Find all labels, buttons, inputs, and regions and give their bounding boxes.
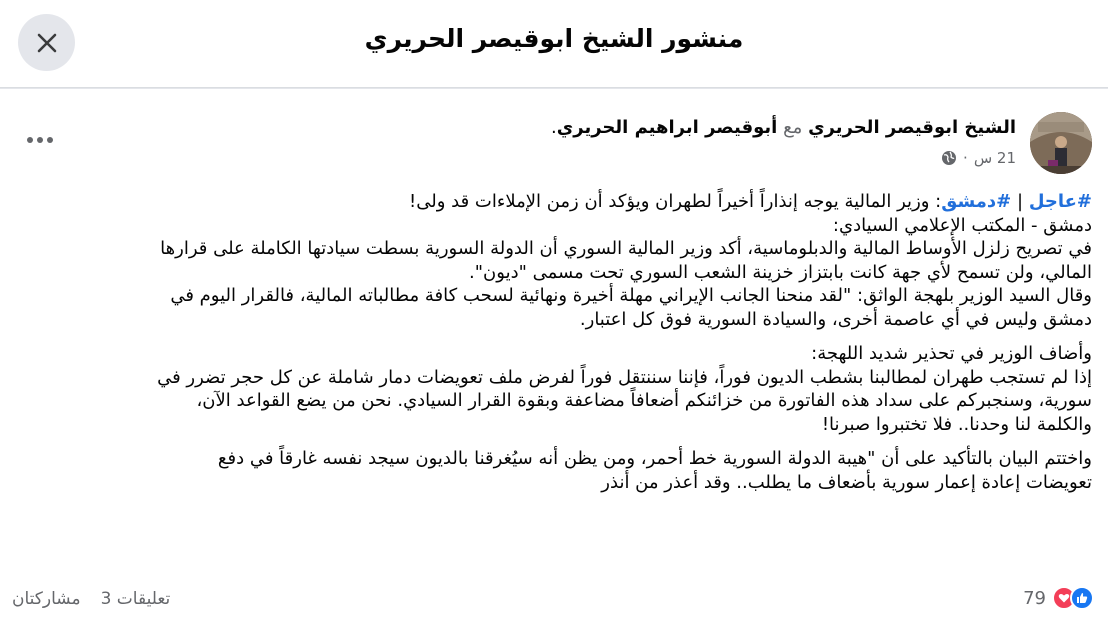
post-paragraph-1 [14,190,1092,331]
author-line: الشيخ ابوقيصر الحريري مع أبوقيصر ابراهيم الحريري. [551,117,1016,138]
dialog-header [0,0,1108,88]
post-text [14,190,1092,505]
reactions-summary[interactable] [1023,586,1094,610]
post-line: في تصريح زلزل الأوساط المالية والدبلوماسية، أكد وزير المالية السوري أن الدولة السورية بسطت سيادتها الكاملة على قرارها [160,238,1092,259]
tagged-name[interactable]: أبوقيصر ابراهيم الحريري [556,117,778,138]
post-line: دمشق وليس في أي عاصمة أخرى، والسيادة السورية فوق كل اعتبار. [579,308,1092,330]
reaction-icons [1052,586,1094,610]
post-stats [0,583,1108,619]
author-avatar[interactable] [1030,112,1092,174]
post-line: المالي، ولن تسمح لأي جهة كانت بابتزاز خزينة الشعب السوري تحت مسمى "ديون". [469,261,1092,283]
post-paragraph-3 [14,447,1092,494]
headline-text: : وزير المالية يوجه إنذاراً أخيراً لطهران ويؤكد أن زمن الإملاءات قد ولى! [409,191,942,212]
reactions-count: 79 [1023,587,1046,609]
hashtag-divider: | [1017,191,1024,212]
hashtag-damascus[interactable]: #دمشق [941,191,1012,212]
avatar-image [1030,112,1092,174]
with-text: مع [783,117,803,138]
more-options-button[interactable] [22,125,58,155]
more-icon [25,136,55,144]
post-time[interactable]: 21 س [973,149,1016,167]
post-line: إذا لم تستجب طهران لمطالبنا بشطب الديون فوراً، فإننا سننتقل فوراً لفرض ملف تعويضات دمار شاملة عن كل حجر تضرر في [157,366,1092,388]
like-icon [1070,586,1094,610]
post-meta [941,149,1016,167]
post-line: دمشق - المكتب الإعلامي السيادي: [832,214,1092,236]
engagement-counts [12,589,170,609]
comments-count[interactable]: 3 تعليقات [100,589,171,609]
post-card [0,88,1108,630]
post-line: وقال السيد الوزير بلهجة الواثق: "لقد منحنا الجانب الإيراني مهلة أخيرة ونهائية لسحب كافة مطالباته المالية، فالقرار اليوم في [170,285,1092,306]
shares-count[interactable]: مشاركتان [12,589,81,609]
dialog-title: منشور الشيخ ابوقيصر الحريري [364,24,744,53]
post-line: سورية، وسنجبركم على سداد هذه الفاتورة من خزائنكم أضعافاً مضاعفة وبقوة القرار السيادي. نحن من يضع القواعد الآن، [196,390,1092,411]
post-line: واختتم البيان بالتأكيد على أن "هيبة الدولة السورية خط أحمر، ومن يظن أنه سيُغرقنا بالديون سيجد نفسه غارقاً في دفع [217,448,1092,469]
post-line: وأضاف الوزير في تحذير شديد اللهجة: [811,343,1092,364]
post-line: والكلمة لنا وحدنا.. فلا تختبروا صبرنا! [821,413,1092,435]
headline-line [14,190,1092,214]
meta-separator: · [963,149,968,167]
post-line: تعويضات إعادة إعمار سورية بأضعاف ما يطلب.. وقد أعذر من أنذر [601,471,1092,493]
author-name[interactable]: الشيخ ابوقيصر الحريري [808,117,1016,138]
globe-icon [941,150,957,166]
hashtag-urgent[interactable]: #عاجل [1028,191,1092,212]
post-paragraph-2 [14,342,1092,436]
